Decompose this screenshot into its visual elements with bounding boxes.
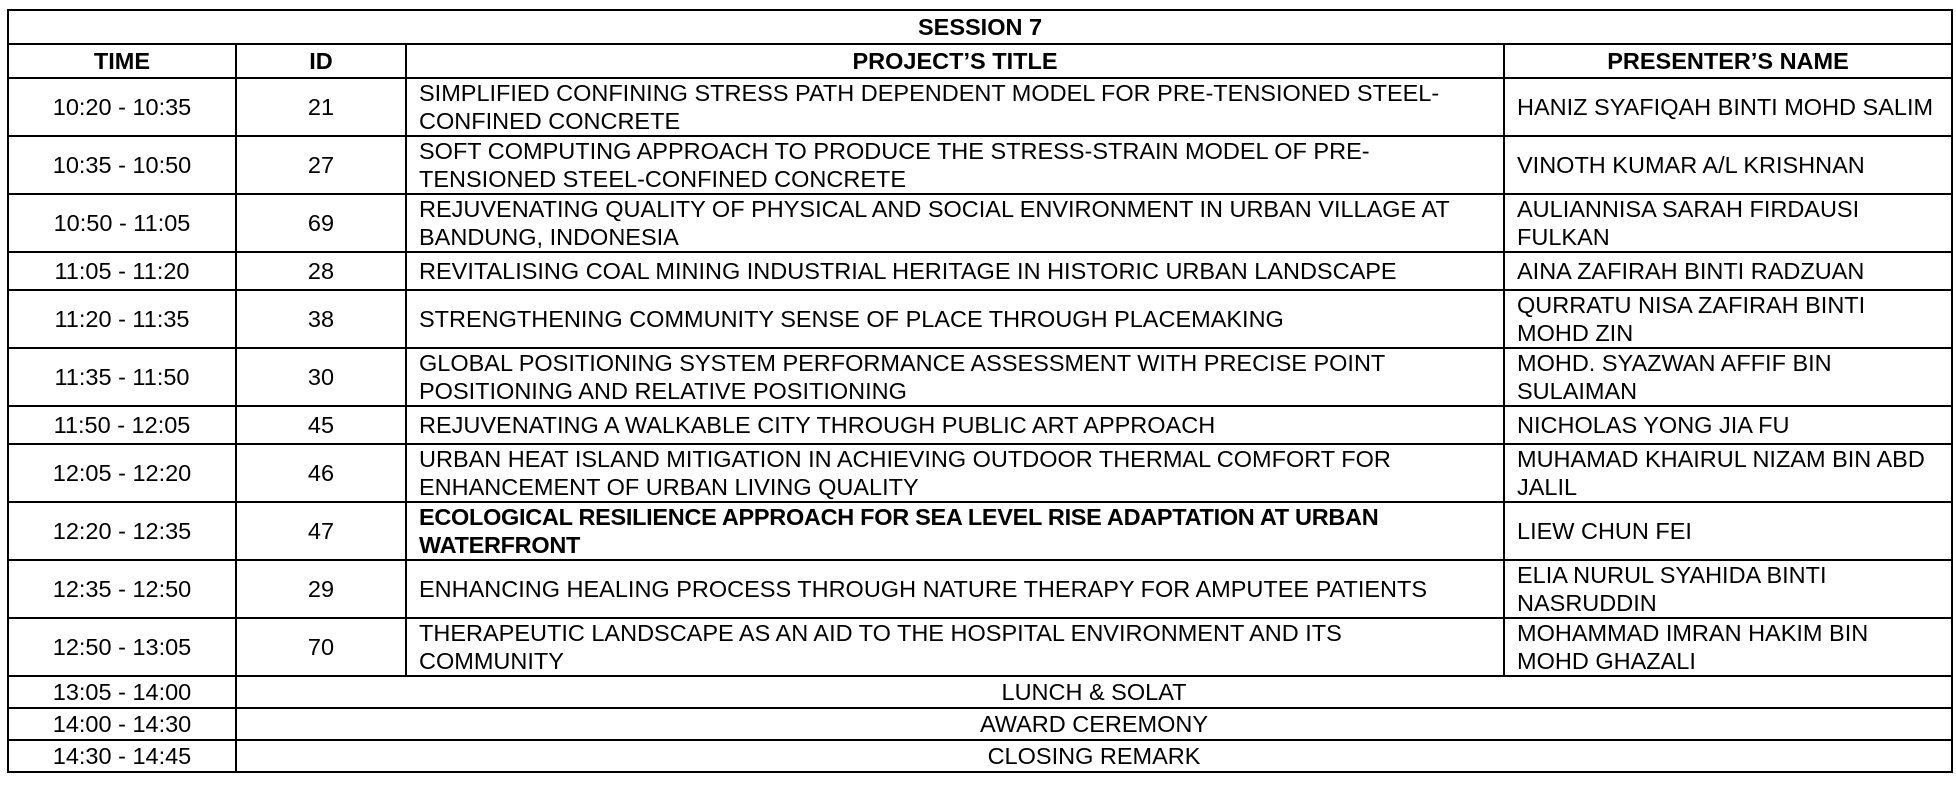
time-cell: 10:20 - 10:35: [8, 78, 236, 136]
presenter-cell: HANIZ SYAFIQAH BINTI MOHD SALIM: [1504, 78, 1952, 136]
id-cell: 45: [236, 406, 406, 444]
time-cell: 12:05 - 12:20: [8, 444, 236, 502]
table-row: [8, 194, 1952, 252]
id-cell: 38: [236, 290, 406, 348]
time-column-header: TIME: [8, 44, 236, 78]
table-row: [8, 348, 1952, 406]
table-head: [8, 10, 1952, 78]
id-column-header: ID: [236, 44, 406, 78]
presenter-cell: MOHD. SYAZWAN AFFIF BIN SULAIMAN: [1504, 348, 1952, 406]
title-cell: STRENGTHENING COMMUNITY SENSE OF PLACE THROUGH PLACEMAKING: [406, 290, 1504, 348]
title-cell: GLOBAL POSITIONING SYSTEM PERFORMANCE ASSESSMENT WITH PRECISE POINT POSITIONING AND RELATIVE POSITIONING: [406, 348, 1504, 406]
session-schedule-table: [7, 9, 1953, 773]
event-cell: CLOSING REMARK: [236, 740, 1952, 772]
title-cell: SOFT COMPUTING APPROACH TO PRODUCE THE STRESS-STRAIN MODEL OF PRE-TENSIONED STEEL-CONFINED CONCRETE: [406, 136, 1504, 194]
presenter-cell: LIEW CHUN FEI: [1504, 502, 1952, 560]
title-column-header: PROJECT’S TITLE: [406, 44, 1504, 78]
time-cell: 14:30 - 14:45: [8, 740, 236, 772]
time-cell: 12:20 - 12:35: [8, 502, 236, 560]
column-header-row: [8, 44, 1952, 78]
table-row: [8, 78, 1952, 136]
title-cell: ECOLOGICAL RESILIENCE APPROACH FOR SEA LEVEL RISE ADAPTATION AT URBAN WATERFRONT: [406, 502, 1504, 560]
title-cell: REJUVENATING A WALKABLE CITY THROUGH PUBLIC ART APPROACH: [406, 406, 1504, 444]
title-cell: REVITALISING COAL MINING INDUSTRIAL HERITAGE IN HISTORIC URBAN LANDSCAPE: [406, 252, 1504, 290]
id-cell: 28: [236, 252, 406, 290]
time-cell: 11:35 - 11:50: [8, 348, 236, 406]
presenter-cell: NICHOLAS YONG JIA FU: [1504, 406, 1952, 444]
table-row: [8, 252, 1952, 290]
time-cell: 11:50 - 12:05: [8, 406, 236, 444]
table-row: [8, 502, 1952, 560]
table-row: [8, 618, 1952, 676]
table-row: [8, 444, 1952, 502]
table-row: [8, 560, 1952, 618]
presenter-cell: QURRATU NISA ZAFIRAH BINTI MOHD ZIN: [1504, 290, 1952, 348]
id-cell: 29: [236, 560, 406, 618]
time-cell: 14:00 - 14:30: [8, 708, 236, 740]
table-row: [8, 406, 1952, 444]
id-cell: 46: [236, 444, 406, 502]
title-cell: URBAN HEAT ISLAND MITIGATION IN ACHIEVING OUTDOOR THERMAL COMFORT FOR ENHANCEMENT OF URBAN LIVING QUALITY: [406, 444, 1504, 502]
session-title: SESSION 7: [8, 10, 1952, 44]
presenter-column-header: PRESENTER’S NAME: [1504, 44, 1952, 78]
time-cell: 10:35 - 10:50: [8, 136, 236, 194]
presenter-cell: MOHAMMAD IMRAN HAKIM BIN MOHD GHAZALI: [1504, 618, 1952, 676]
presenter-cell: AINA ZAFIRAH BINTI RADZUAN: [1504, 252, 1952, 290]
time-cell: 11:05 - 11:20: [8, 252, 236, 290]
time-cell: 11:20 - 11:35: [8, 290, 236, 348]
title-cell: THERAPEUTIC LANDSCAPE AS AN AID TO THE HOSPITAL ENVIRONMENT AND ITS COMMUNITY: [406, 618, 1504, 676]
table-row-break: [8, 740, 1952, 772]
table-row: [8, 290, 1952, 348]
title-cell: SIMPLIFIED CONFINING STRESS PATH DEPENDENT MODEL FOR PRE-TENSIONED STEEL-CONFINED CONCRETE: [406, 78, 1504, 136]
id-cell: 21: [236, 78, 406, 136]
id-cell: 70: [236, 618, 406, 676]
presenter-cell: MUHAMAD KHAIRUL NIZAM BIN ABD JALIL: [1504, 444, 1952, 502]
event-cell: LUNCH & SOLAT: [236, 676, 1952, 708]
presenter-cell: ELIA NURUL SYAHIDA BINTI NASRUDDIN: [1504, 560, 1952, 618]
table-row: [8, 136, 1952, 194]
time-cell: 12:35 - 12:50: [8, 560, 236, 618]
id-cell: 69: [236, 194, 406, 252]
table-row-break: [8, 676, 1952, 708]
table-body: [8, 78, 1952, 772]
session-title-row: [8, 10, 1952, 44]
time-cell: 13:05 - 14:00: [8, 676, 236, 708]
presenter-cell: VINOTH KUMAR A/L KRISHNAN: [1504, 136, 1952, 194]
time-cell: 10:50 - 11:05: [8, 194, 236, 252]
id-cell: 30: [236, 348, 406, 406]
id-cell: 27: [236, 136, 406, 194]
presenter-cell: AULIANNISA SARAH FIRDAUSI FULKAN: [1504, 194, 1952, 252]
id-cell: 47: [236, 502, 406, 560]
event-cell: AWARD CEREMONY: [236, 708, 1952, 740]
title-cell: ENHANCING HEALING PROCESS THROUGH NATURE THERAPY FOR AMPUTEE PATIENTS: [406, 560, 1504, 618]
title-cell: REJUVENATING QUALITY OF PHYSICAL AND SOCIAL ENVIRONMENT IN URBAN VILLAGE AT BANDUNG, INDONESIA: [406, 194, 1504, 252]
table-row-break: [8, 708, 1952, 740]
time-cell: 12:50 - 13:05: [8, 618, 236, 676]
